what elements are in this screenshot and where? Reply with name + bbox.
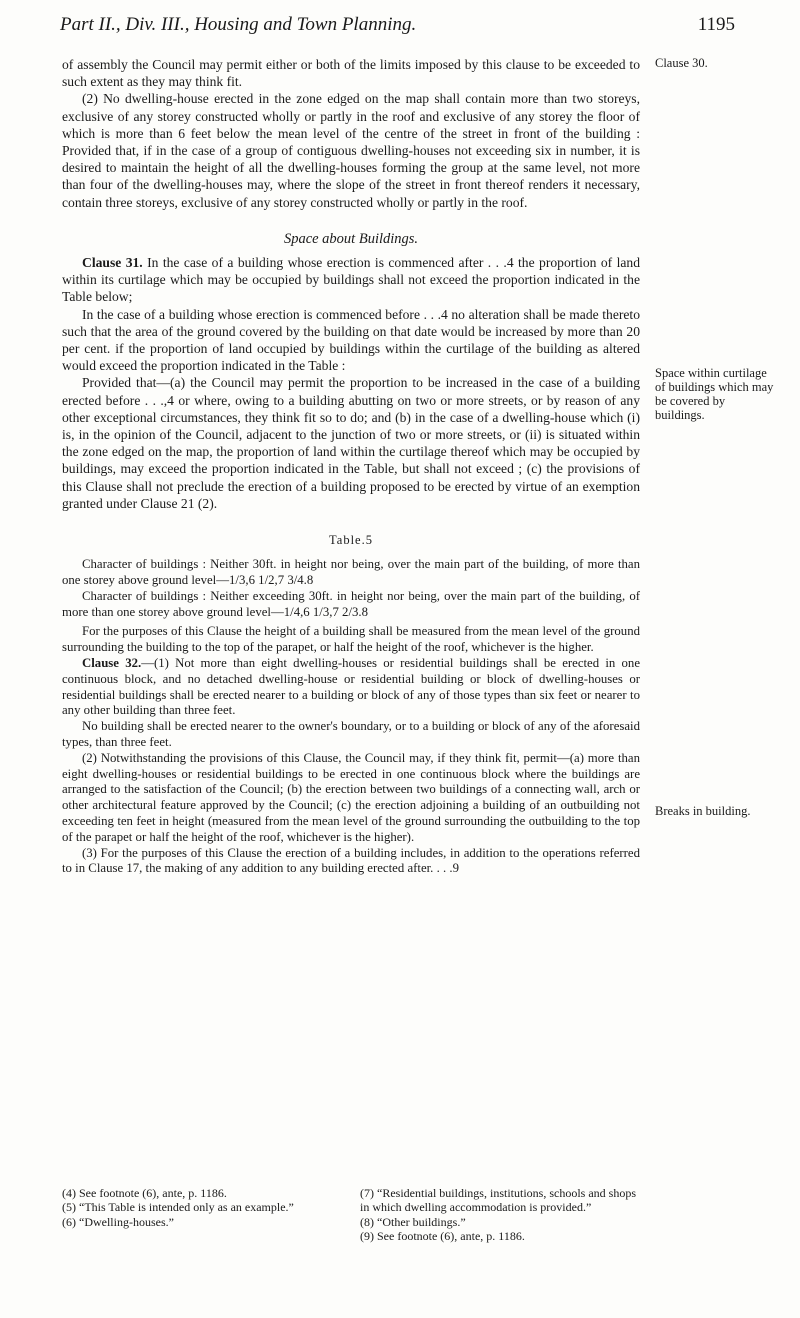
footnotes-right-column — [360, 1186, 640, 1244]
side-note-space-within-curtilage: Space within curtilage of buildings which may be covered by buildings. — [655, 366, 774, 422]
page-number: 1195 — [697, 14, 735, 35]
paragraph-clause-31-alteration: In the case of a building whose erection is commenced before . . .4 no alteration shall be made thereto such that the area of the ground covered by the building on that date would be increased by more than 20 per cent. if the proportion of land occupied by buildings within the curtilage of the building as altered would exceed the proportion indicated in the Table : — [62, 306, 640, 374]
footnote-7: (7) “Residential buildings, institutions, schools and shops in which dwelling accommodation is provided.” — [360, 1186, 636, 1215]
clause-32-text: —(1) Not more than eight dwelling-houses or residential buildings shall be erected in one continuous block, and no detached dwelling-house or residential building or block of dwelling-houses or residential buildings shall be erected nearer to a building or block of any of those types than six feet or nearer to any other building than three feet. — [62, 656, 641, 718]
footnotes-left-column — [62, 1186, 342, 1229]
paragraph-clause-32-2: (2) Notwithstanding the provisions of this Clause, the Council may, if they think fit, permit—(a) more than eight dwelling-houses or residential buildings to be erected in one continuous block where the buildings are arranged to the satisfaction of the Council; (b) the erection between two buildings of a connecting wall, arch or other architectural feature approved by the Council; (c) the erection adjoining a building of an outbuilding not exceeding ten feet in height (measured from the mean level of the ground surrounding the outbuilding to the top of the parapet or half the height of the roof, whichever is the higher). — [62, 750, 640, 844]
paragraph-clause-30-2: (2) No dwelling-house erected in the zone edged on the map shall contain more than two storeys, exclusive of any storey constructed wholly or partly in the roof and exclusive of any storey the floor of which is more than 6 feet below the mean level of the centre of the street in front of the building : Provided that, if in the case of a group of contiguous dwelling-houses not exceeding six in number, it is desired to maintain the height of all the dwelling-houses forming the group at the same level, not more than four of the dwelling-houses may, where the slope of the street in front thereof renders it necessary, contain three storeys, exclusive of any storey constructed wholly or partly in the roof. — [62, 91, 640, 210]
table-heading: Table.5 — [329, 533, 373, 548]
paragraph-clause-32-boundary: No building shall be erected nearer to the owner's boundary, or to a building or block of any of the aforesaid types, than three feet. — [62, 719, 640, 750]
section-heading: Space about Buildings. — [283, 230, 419, 247]
side-note-breaks-in-building: Breaks in building. — [655, 804, 751, 818]
paragraph-clause-31-proviso: Provided that—(a) the Council may permit the proportion to be increased in the case of a building erected before . . .,4 or where, owing to a building abutting on two or more streets, or by reason of any other exceptional circumstances, they think fit so to do; and (b) in the case of a dwelling-house which (i) is, in the opinion of the Council, adjacent to the junction of two or more streets, or (ii) is situated within the zone edged on the map, the proportion of land within the curtilage thereof which may be occupied by buildings, may exceed the proportion indicated in the Table, but shall not exceed ; (c) the provisions of this Clause shall not preclude the erection of a building proposed to be erected by virtue of an exemption granted under Clause 21 (2). — [62, 375, 640, 511]
table-height-rule: For the purposes of this Clause the height of a building shall be measured from the mean level of the ground surrounding the building to the top of the parapet, or half the height of the roof, whichever is the higher. — [62, 624, 640, 655]
table-row-one-quarter: Character of buildings : Neither exceeding 30ft. in height nor being, over the main part of the building, of more than one storey above ground level—1/4,6 1/3,7 2/3.8 — [62, 588, 640, 619]
footnote-8: (8) “Other buildings.” — [360, 1214, 466, 1229]
footnote-4: (4) See footnote (6), ante, p. 1186. — [62, 1186, 227, 1200]
footnote-5: (5) “This Table is intended only as an example.” — [62, 1200, 294, 1215]
running-title: Part II., Div. III., Housing and Town Planning. — [60, 14, 417, 35]
side-note-clause-30: Clause 30. — [655, 56, 708, 70]
footnote-9: (9) See footnote (6), ante, p. 1186. — [360, 1229, 525, 1244]
running-header — [60, 14, 735, 44]
table-block — [62, 557, 640, 877]
main-text — [62, 56, 640, 877]
paragraph-clause-32-3: (3) For the purposes of this Clause the erection of a building includes, in addition to the operations referred to in Clause 17, the making of any addition to any building erected after. . . .9 — [62, 845, 640, 876]
clause-31-text: In the case of a building whose erection is commenced after . . .4 the proportion of land within its curtilage which may be occupied by buildings shall not exceed the proportion indicated in the Table below; — [62, 255, 640, 305]
clause-32-label: Clause 32. — [82, 656, 142, 671]
paragraph-continuation: of assembly the Council may permit either or both of the limits imposed by this clause to be exceeded to such extent as they may think fit. — [62, 57, 640, 90]
paragraph-clause-32 — [62, 656, 640, 719]
clause-31-label: Clause 31. — [82, 255, 143, 271]
paragraph-clause-31 — [62, 254, 640, 306]
footnote-6: (6) “Dwelling-houses.” — [62, 1214, 174, 1229]
table-row-one-third: Character of buildings : Neither 30ft. in height nor being, over the main part of the building, of more than one storey above ground level—1/3,6 1/2,7 3/4.8 — [62, 557, 640, 588]
